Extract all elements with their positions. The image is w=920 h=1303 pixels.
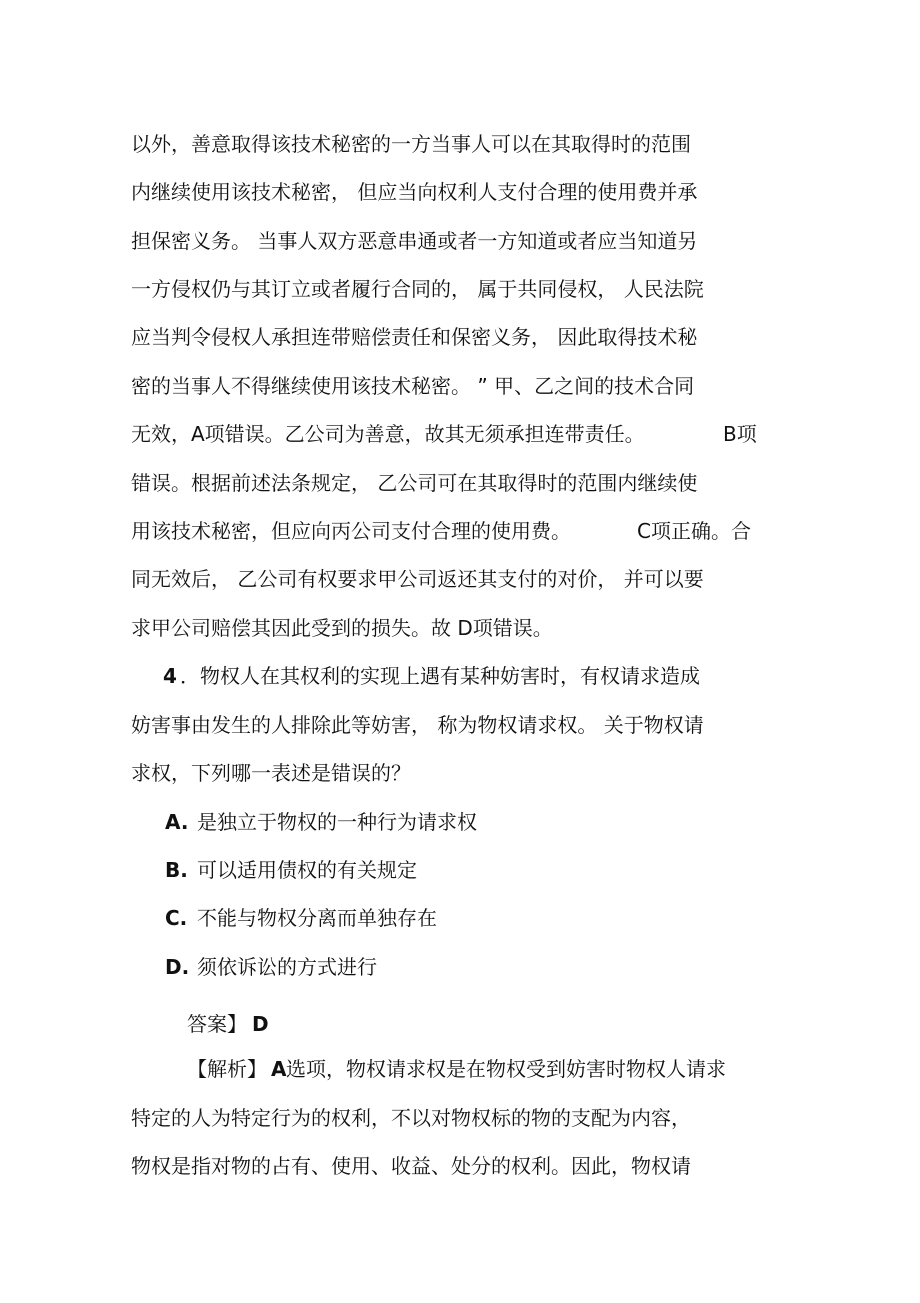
text-line: B项 (723, 422, 757, 446)
answer-label: 答案】 (187, 1012, 247, 1036)
option-letter: C. (165, 906, 188, 930)
option-text: 不能与物权分离而单独存在 (197, 906, 437, 930)
text-line: 一方侵权仍与其订立或者履行合同的， 属于共同侵权， 人民法院 (131, 277, 704, 301)
question-number: 4 (163, 664, 177, 688)
question-text: 求权，下列哪一表述是错误的？ (131, 761, 411, 785)
analysis-text: 选项，物权请求权是在物权受到妨害时物权人请求 (286, 1057, 726, 1081)
option-letter: A. (165, 810, 189, 834)
option-letter: B. (165, 858, 188, 882)
analysis-lead: A (271, 1057, 287, 1081)
text-line: 用该技术秘密，但应向丙公司支付合理的使用费。 (131, 519, 571, 543)
option-text: 须依诉讼的方式进行 (197, 955, 377, 979)
text-line: 无效，A项错误。乙公司为善意，故其无须承担连带责任。 (131, 422, 645, 446)
analysis-text: 物权是指对物的占有、使用、收益、处分的权利。因此，物权请 (131, 1154, 691, 1178)
text-line: 应当判令侵权人承担连带赔偿责任和保密义务， 因此取得技术秘 (131, 325, 698, 349)
answer-value: D (252, 1012, 269, 1036)
question-text: ．物权人在其权利的实现上遇有某种妨害时，有权请求造成 (180, 664, 700, 688)
option-text: 可以适用债权的有关规定 (197, 858, 417, 882)
text-line: 求甲公司赔偿其因此受到的损失。故 D项错误。 (131, 616, 553, 640)
analysis-text: 特定的人为特定行为的权利，不以对物权标的物的支配为内容， (131, 1106, 691, 1130)
text-line: 以外，善意取得该技术秘密的一方当事人可以在其取得时的范围 (131, 132, 691, 156)
text-line: 同无效后， 乙公司有权要求甲公司返还其支付的对价， 并可以要 (131, 567, 704, 591)
text-line: C项正确。合 (637, 519, 751, 543)
text-line: 错误。根据前述法条规定， 乙公司可在其取得时的范围内继续使 (131, 471, 698, 495)
text-line: 担保密义务。 当事人双方恶意串通或者一方知道或者应当知道另 (131, 229, 698, 253)
analysis-label: 【解析】 (187, 1057, 267, 1081)
question-text: 妨害事由发生的人排除此等妨害， 称为物权请求权。 关于物权请 (131, 713, 704, 737)
text-line: 内继续使用该技术秘密， 但应当向权利人支付合理的使用费并承 (131, 180, 698, 204)
option-letter: D. (165, 955, 190, 979)
option-text: 是独立于物权的一种行为请求权 (197, 810, 477, 834)
text-line: 密的当事人不得继续使用该技术秘密。 ” 甲、乙之间的技术合同 (131, 374, 695, 398)
